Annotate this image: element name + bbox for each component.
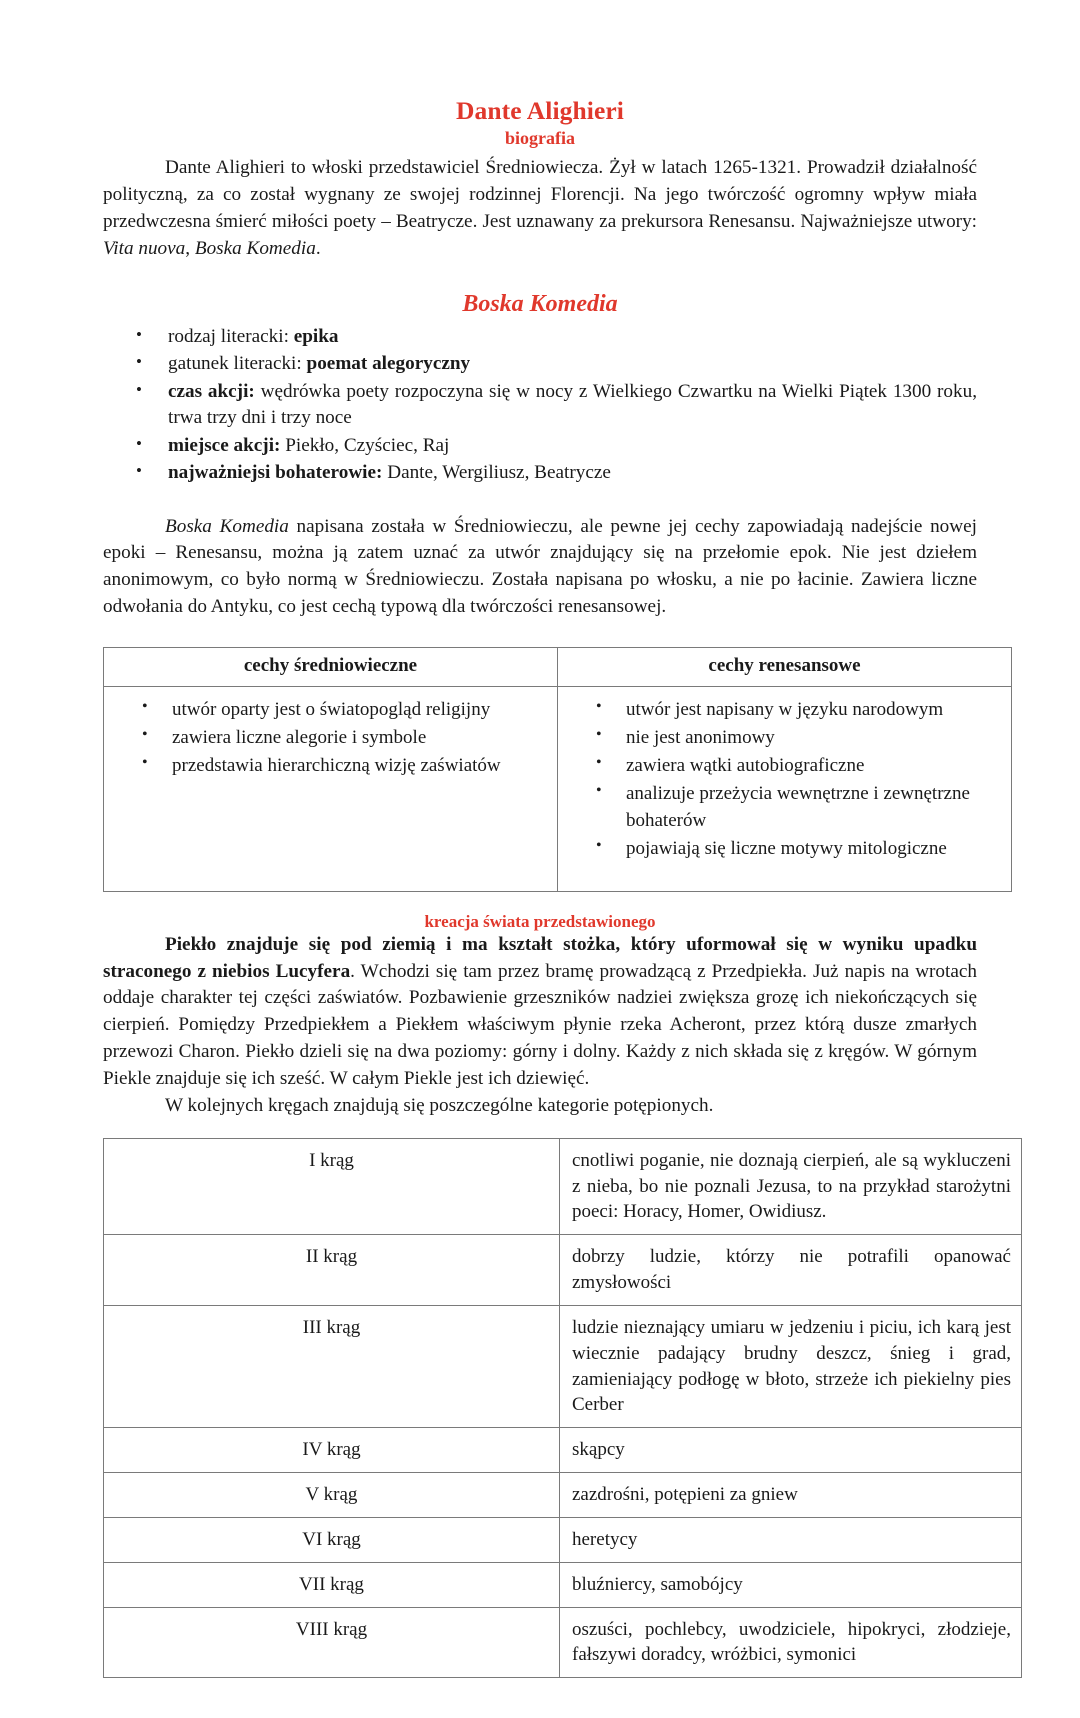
list-item — [103, 433, 977, 460]
list-item: • przedstawia hierarchiczną wizję zaświatów — [114, 753, 547, 780]
table-row — [104, 1607, 1022, 1678]
table-row — [104, 1138, 1022, 1234]
document-content — [103, 96, 1011, 1678]
world-description-lead: Piekło znajduje się pod ziemią i ma kształt stożka, który uformował się w wyniku upadku straconego z niebios Lucyfera — [103, 933, 977, 982]
cell-circle-label: VI krąg — [104, 1517, 560, 1562]
cell-renaissance-features — [558, 686, 1012, 891]
attribute-value: epika — [293, 325, 339, 347]
work-title-vita-nuova: Vita nuova — [103, 237, 186, 259]
list-item — [103, 379, 977, 432]
list-item — [103, 460, 977, 487]
cell-circle-label: I krąg — [104, 1138, 560, 1234]
column-header-renaissance: cechy renesansowe — [558, 648, 1012, 687]
world-description-body: . Wchodzi się tam przez bramę prowadzącą z Przedpiekła. Już napis na wrotach oddaje charakter tej części zaświatów. Pozbawienie grzeszników nadziei zwiększa grozę ich niekończących się cierpień. Pomiędzy Przedpiekłem a Piekłem właściwym płynie rzeka Acheront, przez którą dusze zmarłych przewozi Charon. Piekło dzieli się na dwa poziomy: górny i dolny. Każdy z nich składa się z kręgów. W górnym Piekle znajduje się ich sześć. W całym Piekle jest ich dziewięć. — [103, 960, 977, 1090]
cell-medieval-features — [104, 686, 558, 891]
epoch-paragraph-lead: Boska Komedia — [165, 515, 289, 537]
list-item: • analizuje przeżycia wewnętrzne i zewnętrzne bohaterów — [568, 781, 1001, 835]
page-subtitle: biografia — [505, 128, 575, 148]
section-heading-kreacja-swiata: kreacja świata przedstawionego — [424, 911, 656, 931]
list-item: • pojawiają się liczne motywy mitologiczne — [568, 836, 1001, 863]
work-attributes-list — [103, 324, 977, 487]
circles-of-hell-table — [103, 1138, 1022, 1678]
world-closing-paragraph: W kolejnych kręgach znajdują się poszczególne kategorie potępionych. — [165, 1094, 714, 1116]
list-item — [103, 324, 977, 351]
cell-circle-description: bluźniercy, samobójcy — [560, 1562, 1022, 1607]
cell-circle-label: II krąg — [104, 1235, 560, 1306]
table-row — [104, 1517, 1022, 1562]
table-row — [104, 1473, 1022, 1518]
cell-circle-description: oszuści, pochlebcy, uwodziciele, hipokryci, złodzieje, fałszywi doradcy, wróżbici, symonici — [560, 1607, 1022, 1678]
attribute-label: najważniejsi bohaterowie: — [168, 462, 388, 483]
medieval-features-list — [114, 697, 547, 780]
list-item — [103, 351, 977, 378]
attribute-value: Dante, Wergiliusz, Beatrycze — [387, 462, 611, 483]
biography-paragraph — [103, 155, 977, 263]
cell-circle-description: dobrzy ludzie, którzy nie potrafili opanować zmysłowości — [560, 1235, 1022, 1306]
epoch-paragraph-body: napisana została w Średniowieczu, ale pewne jej cechy zapowiadają nadejście nowej epoki – Renesansu, można ją zatem uznać za utwór znajdujący się na przełomie epok. Nie jest dziełem anonimowym, co było normą w Średniowieczu. Została napisana po włosku, a nie po łacinie. Zawiera liczne odwołania do Antyku, co jest cechą typową dla twórczości renesansowej. — [103, 515, 977, 618]
biography-period: . — [315, 237, 321, 259]
works-separator: , — [185, 237, 195, 259]
cell-circle-label: III krąg — [104, 1305, 560, 1427]
attribute-label: miejsce akcji: — [168, 434, 286, 456]
world-description-paragraph — [103, 932, 977, 1093]
features-comparison-table — [103, 647, 1012, 892]
table-row — [104, 686, 1012, 891]
cell-circle-description: heretycy — [560, 1517, 1022, 1562]
cell-circle-description: zazdrośni, potępieni za gniew — [560, 1473, 1022, 1518]
spacer — [103, 621, 977, 647]
table-row — [104, 1428, 1022, 1473]
table-row — [104, 1305, 1022, 1427]
table-header-row — [104, 648, 1012, 687]
attribute-label: rodzaj literacki: — [168, 325, 294, 347]
section-heading-boska-komedia: Boska Komedia — [462, 290, 618, 317]
attribute-label: gatunek literacki: — [168, 353, 307, 374]
column-header-medieval: cechy średniowieczne — [104, 648, 558, 687]
list-item: • zawiera liczne alegorie i symbole — [114, 725, 547, 752]
attribute-value: poemat alegoryczny — [306, 353, 471, 374]
list-item: • nie jest anonimowy — [568, 725, 1001, 752]
renaissance-features-list — [568, 697, 1001, 863]
table-row — [104, 1235, 1022, 1306]
attribute-value: wędrówka poety rozpoczyna się w nocy z Wielkiego Czwartku na Wielki Piątek 1300 roku, trwa trzy dni i trzy noce — [168, 380, 977, 428]
biography-text: Dante Alighieri to włoski przedstawiciel Średniowiecza. Żył w latach 1265-1321. Prowadził działalność polityczną, za co został wygnany ze swojej rodzinnej Florencji. Na jego twórczość ogromny wpływ miała przedwczesna śmierć miłości poety – Beatrycze. Jest uznawany za prekursora Renesansu. Najważniejsze utwory: — [103, 157, 977, 232]
cell-circle-label: V krąg — [104, 1473, 560, 1518]
work-title-boska-komedia: Boska Komedia — [194, 237, 316, 259]
spacer — [103, 488, 977, 514]
cell-circle-description: ludzie nieznający umiaru w jedzeniu i piciu, ich karą jest wiecznie padający brudny deszcz, śnieg i grad, zamieniający podłogę w błoto, strzeże ich piekielny pies Cerber — [560, 1305, 1022, 1427]
table-row — [104, 1562, 1022, 1607]
attribute-value: Piekło, Czyściec, Raj — [285, 434, 450, 456]
cell-circle-label: VII krąg — [104, 1562, 560, 1607]
attribute-label: czas akcji: — [168, 380, 261, 402]
list-item: • zawiera wątki autobiograficzne — [568, 753, 1001, 780]
cell-circle-description: cnotliwi poganie, nie doznają cierpień, ale są wykluczeni z nieba, bo nie poznali Jezusa, to na przykład starożytni poeci: Horacy, Homer, Owidiusz. — [560, 1138, 1022, 1234]
cell-circle-description: skąpcy — [560, 1428, 1022, 1473]
epoch-paragraph — [103, 514, 977, 622]
list-item: • utwór oparty jest o światopogląd religijny — [114, 697, 547, 724]
cell-circle-label: VIII krąg — [104, 1607, 560, 1678]
page-title: Dante Alighieri — [456, 96, 624, 125]
cell-circle-label: IV krąg — [104, 1428, 560, 1473]
list-item: • utwór jest napisany w języku narodowym — [568, 697, 1001, 724]
spacer — [103, 1120, 977, 1138]
